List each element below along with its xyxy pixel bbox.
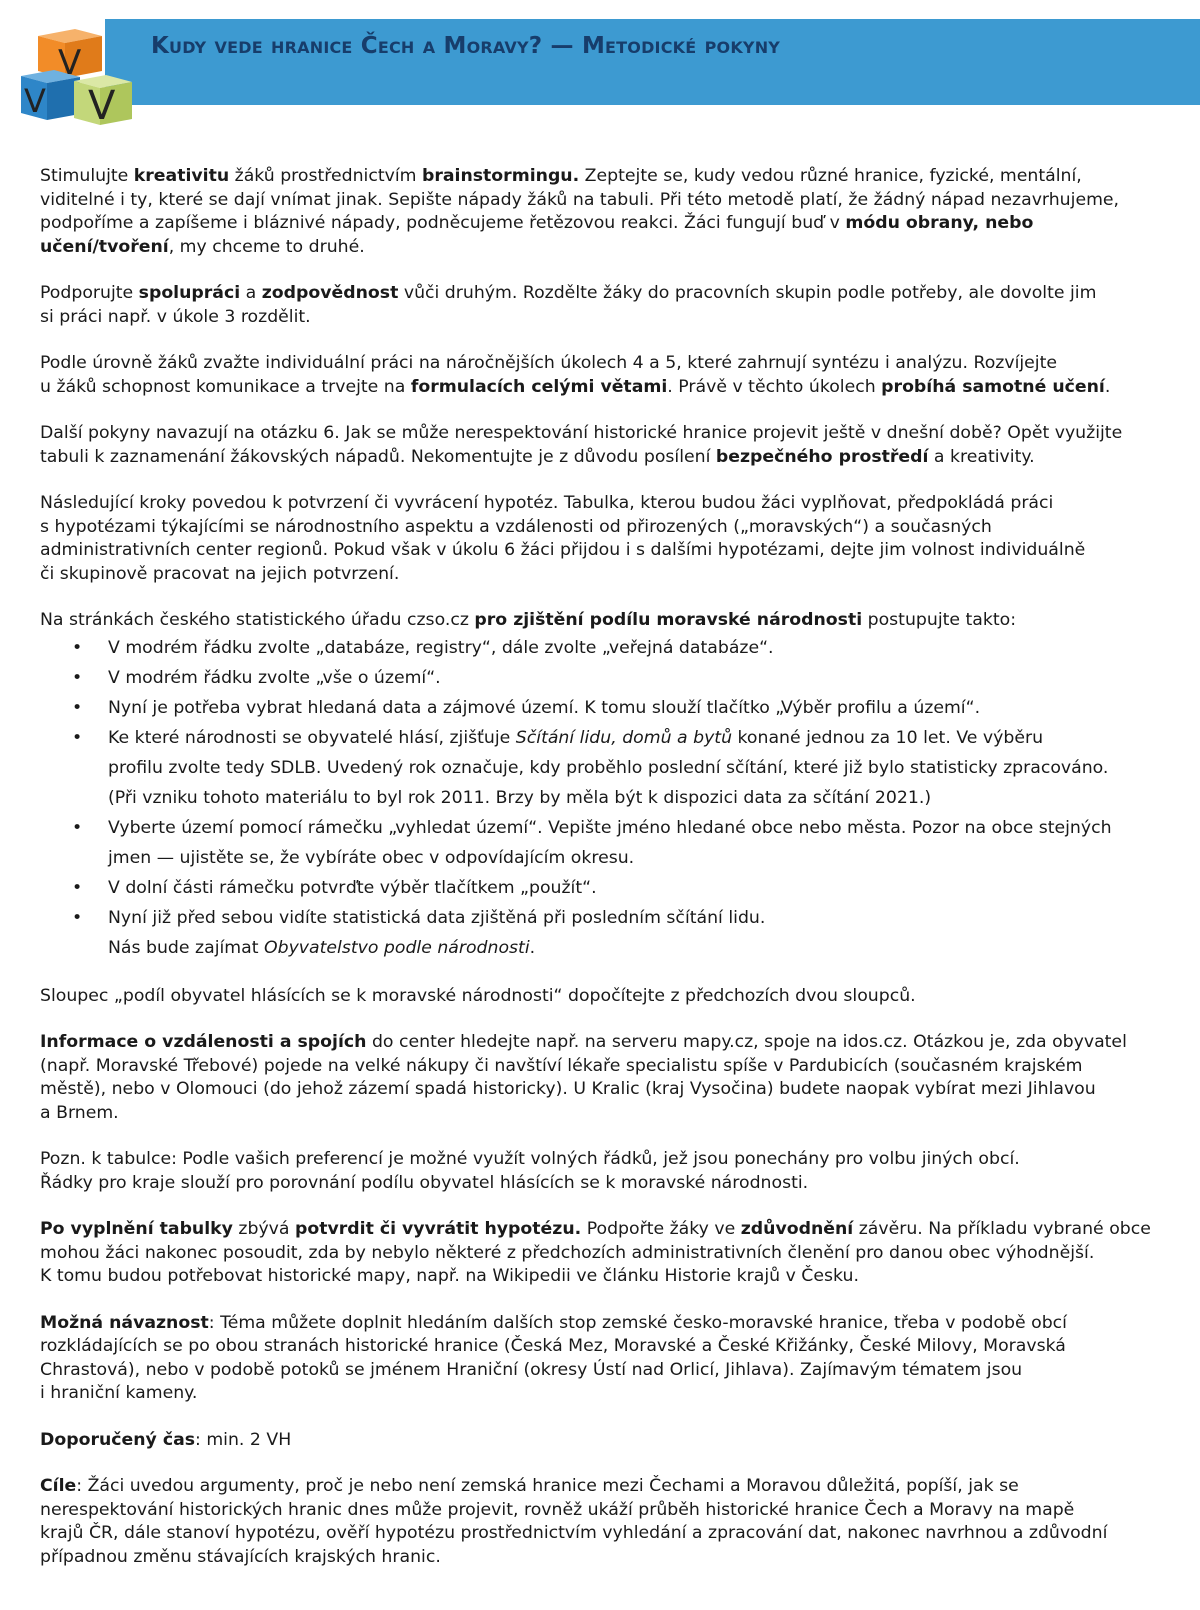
text-run: rozkládajících se po obou stranách historické hranice (Česká Mez, Moravské a České Křižánky, České Milovy, Moravská xyxy=(40,1336,1066,1356)
text-run: vůči druhým. Rozdělte žáky do pracovních skupin podle potřeby, ale dovolte jim xyxy=(398,283,1097,303)
text-run: a xyxy=(240,283,262,303)
paragraph-brainstorming xyxy=(40,165,1170,259)
text-run: V dolní části rámečku potvrďte výběr tlačítkem „použít“. xyxy=(108,877,597,898)
text-run: Na stránkách českého statistického úřadu czso.cz xyxy=(40,610,475,630)
bold-text: Cíle xyxy=(40,1476,77,1496)
bullet-icon: • xyxy=(72,727,83,748)
list-item xyxy=(40,693,1170,723)
paragraph-czso-intro xyxy=(40,609,1170,633)
list-item xyxy=(40,663,1170,693)
text-run: s hypotézami týkajícími se národnostního aspektu a vzdálenosti od přirozených („moravských“) a současných xyxy=(40,516,992,537)
text-run: krajů ČR, dále stanoví hypotézu, ověří hypotézu prostřednictvím vyhledání a zpracování dat, nakonec navrhnou a zdůvodní xyxy=(40,1523,1108,1543)
text-run: Sloupec „podíl obyvatel hlásících se k moravské národnosti“ dopočítejte z předchozích dvou sloupců. xyxy=(40,985,916,1006)
text-run: závěru. Na příkladu vybrané obce xyxy=(853,1219,1151,1239)
text-run: u žáků schopnost komunikace a trvejte na xyxy=(40,376,411,397)
paragraph-otazka-6 xyxy=(40,422,1170,469)
list-item xyxy=(40,813,1170,873)
text-run: a Brnem. xyxy=(40,1102,119,1123)
bold-text: pro zjištění podílu moravské národnosti xyxy=(474,610,863,630)
bold-text: Možná návaznost xyxy=(40,1312,209,1333)
text-run: administrativních center regionů. Pokud však v úkolu 6 žáci přijdou i s dalšími hypotézami, dejte jim volnost individuálně xyxy=(40,540,1086,560)
text-run: : Žáci uvedou argumenty, proč je nebo není zemská hranice mezi Čechami a Moravou důležitá, popíší, jak se xyxy=(76,1476,1019,1496)
text-run: tabuli k zaznamenání žákovských nápadů. Nekomentujte je z důvodu posílení xyxy=(40,446,716,467)
text-run: či skupinově pracovat na jejich potvrzení. xyxy=(40,563,400,584)
text-run: . xyxy=(1104,376,1111,397)
bold-text: módu obrany, nebo xyxy=(845,213,1034,233)
paragraph-hypotezy xyxy=(40,492,1170,586)
text-run: (Při vzniku tohoto materiálu to byl rok 2011. Brzy by měla být k dispozici data za sčítání 2021.) xyxy=(108,787,932,808)
bold-text: potvrdit či vyvrátit hypotézu. xyxy=(295,1219,582,1239)
bold-text: Po vyplnění tabulky xyxy=(40,1219,233,1239)
list-item xyxy=(40,903,1170,963)
text-run: profilu zvolte tedy SDLB. Uvedený rok označuje, kdy proběhlo poslední sčítání, které již bylo statisticky zpracováno. xyxy=(108,757,1109,778)
text-run: V modrém řádku zvolte „vše o území“. xyxy=(108,667,441,688)
text-run: Vyberte území pomocí rámečku „vyhledat území“. Vepište jméno hledané obce nebo města. Pozor na obce stejných xyxy=(108,817,1112,838)
text-run: Následující kroky povedou k potvrzení či vyvrácení hypotéz. Tabulka, kterou budou žáci vyplňovat, předpokládá práci xyxy=(40,493,1054,513)
logo-letter-left: V xyxy=(24,82,46,120)
bullet-icon: • xyxy=(72,817,83,838)
logo-cubes-icon xyxy=(18,24,133,129)
text-run: Pozn. k tabulce: Podle vašich preferencí je možné využít volných řádků, jež jsou ponechány pro volbu jiných obcí. xyxy=(40,1149,1020,1169)
text-run: Stimulujte xyxy=(40,166,134,186)
bullet-icon: • xyxy=(72,697,83,718)
bold-text: formulacích celými větami xyxy=(410,376,668,397)
text-run: Podporujte xyxy=(40,283,139,303)
paragraph-navaznost xyxy=(40,1312,1170,1406)
text-run: Další pokyny navazují na otázku 6. Jak se může nerespektování historické hranice projevit ještě v dnešní době? Opět využijte xyxy=(40,423,1123,443)
italic-text: Sčítání lidu, domů a bytů xyxy=(515,727,733,748)
text-run: Chrastová), nebo v podobě potoků se jménem Hraniční (okresy Ústí nad Orlicí, Jihlava). Zajímavým tématem jsou xyxy=(40,1359,1023,1380)
bold-text: zdůvodnění xyxy=(740,1219,854,1239)
text-run: žáků prostřednictvím xyxy=(229,166,422,186)
paragraph-cas xyxy=(40,1429,1170,1453)
text-run: : Téma můžete doplnit hledáním dalších stop zemské česko-moravské hranice, třeba v podobě obcí xyxy=(208,1312,1067,1333)
paragraph-sloupec xyxy=(40,985,1170,1009)
text-run: nerespektování historických hranic dnes může projevit, rovněž ukáží průběh historické hranice Čech a Moravy na mapě xyxy=(40,1499,1075,1520)
text-run: (např. Moravské Třebové) pojede na velké nákupy či navštíví lékaře specialistu spíše v Pardubicích (současném krajském xyxy=(40,1055,1083,1076)
text-run: mohou žáci nakonec posoudit, zda by nebylo některé z předchozích administrativních členění pro danou obec výhodnější. xyxy=(40,1242,1095,1263)
text-run: i hraniční kameny. xyxy=(40,1383,198,1403)
document-body xyxy=(40,165,1170,1592)
text-run: městě), nebo v Olomouci (do jehož zázemí spadá historicky). U Kralic (kraj Vysočina) budete naopak vybírat mezi Jihlavou xyxy=(40,1079,1096,1099)
bullet-icon: • xyxy=(72,907,83,928)
text-run: případnou změnu stávajících krajských hranic. xyxy=(40,1546,441,1567)
header-band xyxy=(105,19,1200,105)
text-run: viditelné i ty, které se dají vnímat jinak. Sepište nápady žáků na tabuli. Při této metodě platí, že žádný nápad nezavrhujeme, xyxy=(40,189,1120,210)
text-run: si práci např. v úkole 3 rozdělit. xyxy=(40,306,311,327)
list-item xyxy=(40,723,1170,813)
paragraph-cile xyxy=(40,1475,1170,1569)
text-run: Podle úrovně žáků zvažte individuální práci na náročnějších úkolech 4 a 5, které zahrnují syntézu i analýzu. Rozvíjejte xyxy=(40,353,1058,373)
list-item xyxy=(40,873,1170,903)
bold-text: spolupráci xyxy=(138,283,241,303)
paragraph-pozn-tabulka xyxy=(40,1148,1170,1195)
text-run: a kreativity. xyxy=(928,446,1035,467)
paragraph-vyplneni xyxy=(40,1218,1170,1289)
bold-text: Informace o vzdálenosti a spojích xyxy=(40,1032,367,1052)
text-run: jmen — ujistěte se, že vybíráte obec v odpovídajícím okresu. xyxy=(108,847,635,868)
text-run: Zeptejte se, kudy vedou různé hranice, fyzické, mentální, xyxy=(579,166,1082,186)
text-run: do center hledejte např. na serveru mapy.cz, spoje na idos.cz. Otázkou je, zda obyvatel xyxy=(366,1032,1127,1052)
text-run: , my chceme to druhé. xyxy=(168,236,365,257)
text-run: Podpořte žáky ve xyxy=(581,1219,741,1239)
text-run: konané jednou za 10 let. Ve výběru xyxy=(732,727,1044,748)
text-run: zbývá xyxy=(232,1219,295,1239)
bold-text: Doporučený čas xyxy=(40,1429,196,1450)
text-run: postupujte takto: xyxy=(862,610,1017,630)
italic-text: Obyvatelstvo podle národnosti xyxy=(264,937,530,958)
paragraph-individualni-prace xyxy=(40,352,1170,399)
paragraph-vzdalenost xyxy=(40,1031,1170,1125)
list-item xyxy=(40,633,1170,663)
text-run: K tomu budou potřebovat historické mapy, např. na Wikipedii ve článku Historie krajů v Česku. xyxy=(40,1266,859,1286)
text-run: Nyní již před sebou vidíte statistická data zjištěná při posledním sčítání lidu. xyxy=(108,907,766,928)
paragraph-spoluprace xyxy=(40,282,1170,329)
text-run: Řádky pro kraje slouží pro porovnání podílu obyvatel hlásících se k moravské národnosti. xyxy=(40,1172,809,1193)
text-run: Ke které národnosti se obyvatelé hlásí, zjišťuje xyxy=(108,727,516,748)
bold-text: brainstormingu. xyxy=(421,166,580,186)
text-run: Nás bude zajímat xyxy=(108,937,264,958)
bullet-icon: • xyxy=(72,667,83,688)
bold-text: kreativitu xyxy=(133,166,230,186)
text-run: . xyxy=(529,937,536,958)
text-run: : min. 2 VH xyxy=(195,1429,292,1450)
bold-text: probíhá samotné učení xyxy=(881,376,1105,397)
bold-text: bezpečného prostředí xyxy=(715,446,929,467)
text-run: V modrém řádku zvolte „databáze, registry“, dále zvolte „veřejná databáze“. xyxy=(108,637,774,658)
bullet-icon: • xyxy=(72,877,83,898)
text-run: Nyní je potřeba vybrat hledaná data a zájmové území. K tomu slouží tlačítko „Výběr profilu a území“. xyxy=(108,697,981,718)
page-title: Kudy vede hranice Čech a Moravy? — Metodické pokyny xyxy=(151,33,781,59)
text-run: podpoříme a zapíšeme i bláznivé nápady, podněcujeme řetězovou reakci. Žáci fungují buď v xyxy=(40,213,846,233)
bullet-icon: • xyxy=(72,637,83,658)
logo-letter-right: V xyxy=(88,83,116,129)
bold-text: zodpovědnost xyxy=(261,283,399,303)
bold-text: učení/tvoření xyxy=(40,236,169,257)
logo-letter-top: V xyxy=(58,43,82,83)
text-run: . Právě v těchto úkolech xyxy=(667,376,882,397)
czso-steps-list xyxy=(40,633,1170,963)
